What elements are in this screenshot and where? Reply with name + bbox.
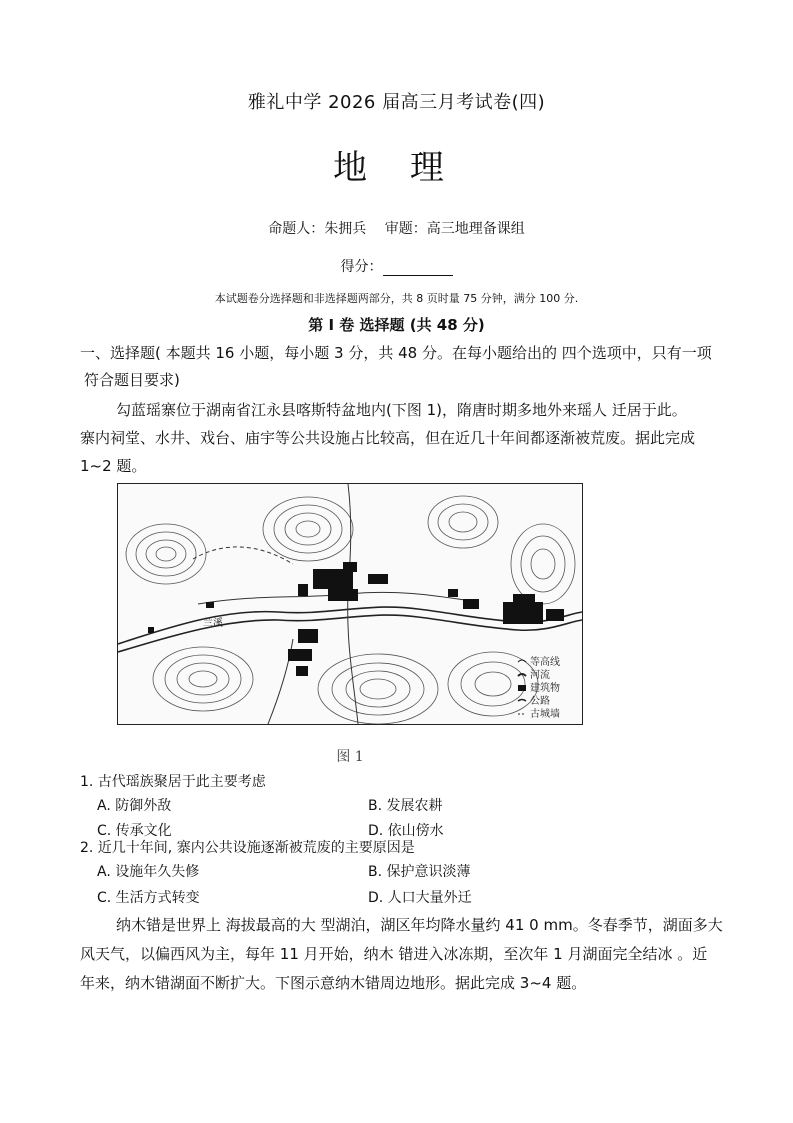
road-lines (198, 484, 478, 724)
question1-option-a: A. 防御外敌 (97, 798, 172, 814)
question1-option-c: C. 传承文化 (97, 823, 172, 839)
figure1-map (117, 483, 583, 725)
legend-contour: 等高线 (530, 657, 560, 668)
figure1-caption: 图 1 (336, 749, 364, 765)
topographic-map-svg (118, 484, 582, 724)
passage1-line2: 寨内祠堂、水井、戏台、庙宇等公共设施占比较高，但在近几十年间都逐渐被荒废。据此完成 (80, 429, 696, 447)
exam-school-title: 雅礼中学 2026 届高三月考试卷(四) (247, 92, 546, 113)
question2-option-c: C. 生活方式转变 (97, 890, 200, 906)
legend-river: 河流 (530, 670, 550, 681)
question2-stem: 2. 近几十年间, 寨内公共设施逐渐被荒废的主要原因是 (80, 840, 415, 856)
question1-option-d: D. 依山傍水 (368, 823, 444, 839)
legend-building: 建筑物 (530, 683, 560, 694)
score-line (0, 256, 793, 276)
passage2-line2: 风天气，以偏西风为主，每年 11 月开始，纳木 错进入冰冻期，至次年 1 月湖面完全结冰 。近 (80, 945, 708, 963)
subject-title: 地 理 (333, 148, 460, 188)
legend-river-symbol (518, 674, 526, 676)
score-blank (383, 261, 453, 276)
legend-road-symbol (518, 700, 526, 702)
section-heading-line2: 符合题目要求) (84, 371, 180, 389)
question2-option-a: A. 设施年久失修 (97, 864, 200, 880)
map-legend (518, 655, 560, 720)
question2-option-d: D. 人口大量外迁 (368, 890, 472, 906)
passage1-line1: 勾蓝瑶寨位于湖南省江永县喀斯特盆地内(下图 1)，隋唐时期多地外来瑶人 迁居于此。 (116, 401, 687, 419)
legend-building-symbol (518, 685, 526, 691)
passage2-line3: 年来，纳木错湖面不断扩大。下图示意纳木错周边地形。据此完成 3~4 题。 (80, 974, 587, 992)
question1-option-b: B. 发展农耕 (368, 798, 443, 814)
ancient-wall-line (193, 547, 293, 564)
authors-line: 命题人：朱拥兵 审题：高三地理备课组 (268, 221, 525, 237)
passage2-line1: 纳木错是世界上 海拔最高的大 型湖泊，湖区年均降水量约 41 0 mm。冬春季节，湖面多大 (116, 916, 723, 934)
question1-stem: 1. 古代瑶族聚居于此主要考虑 (80, 774, 266, 790)
legend-wall: 古城墙 (530, 709, 560, 720)
score-label: 得分： (340, 259, 383, 275)
passage1-line3: 1~2 题。 (80, 457, 147, 475)
question2-option-b: B. 保护意识淡薄 (368, 864, 471, 880)
section-heading-line1: 一、选择题( 本题共 16 小题，每小题 3 分，共 48 分。在每小题给出的 四个选项中，只有一项 (80, 344, 712, 362)
part-title: 第 Ⅰ 卷 选择题 (共 48 分) (308, 316, 485, 334)
river-label: 兰溪 (203, 618, 223, 629)
exam-note: 本试题卷分选择题和非选择题两部分，共 8 页时量 75 分钟，满分 100 分. (214, 292, 579, 305)
legend-road: 公路 (530, 696, 550, 707)
